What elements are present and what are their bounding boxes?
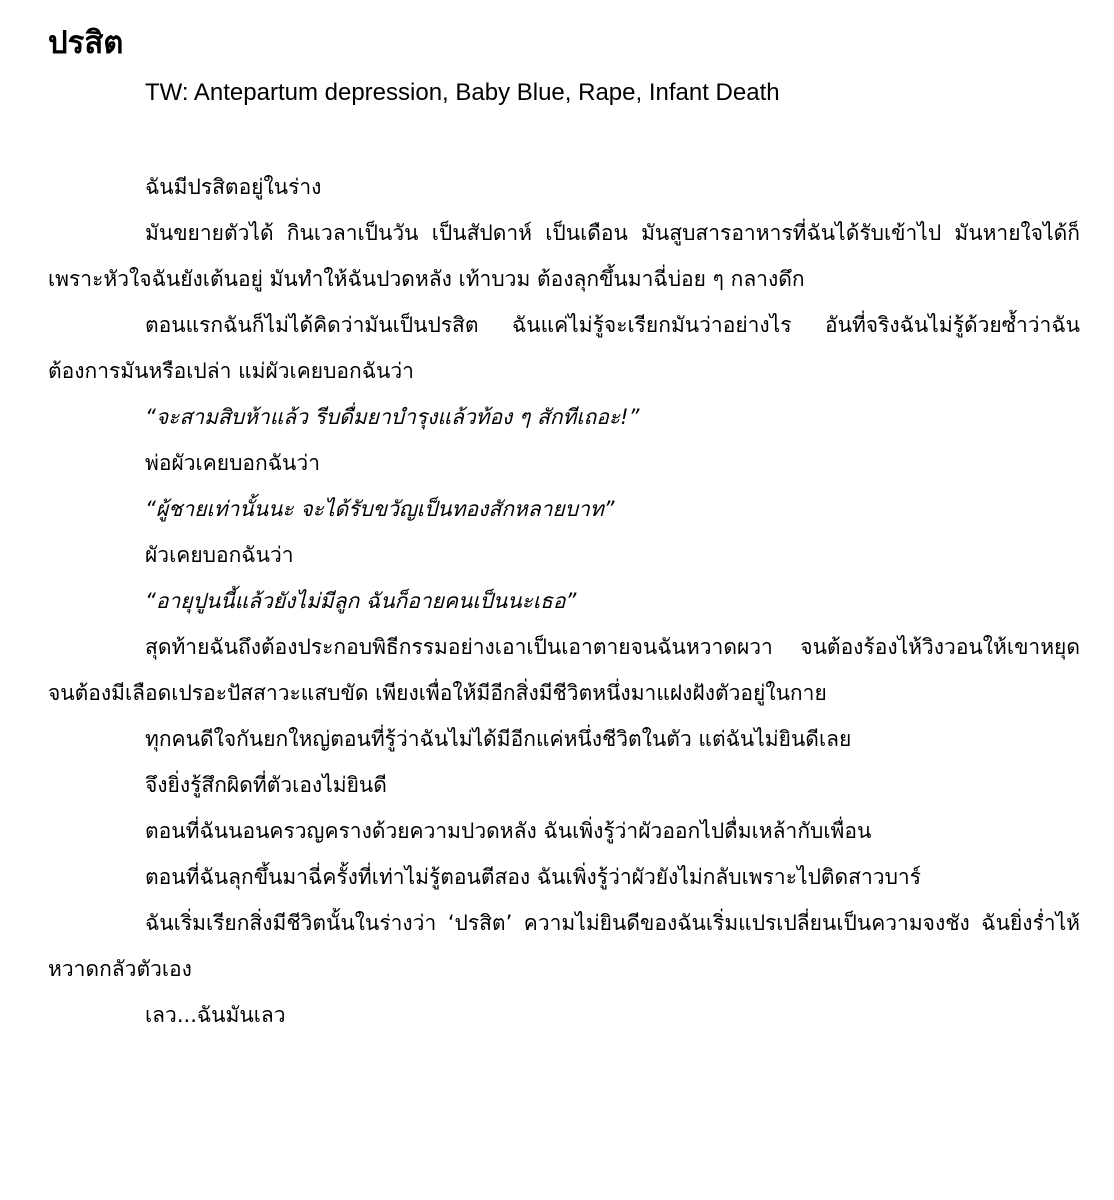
trigger-warning: TW: Antepartum depression, Baby Blue, Rape, Infant Death xyxy=(145,79,780,106)
paragraph: ฉันเริ่มเรียกสิ่งมีชีวิตนั้นในร่างว่า ‘ปรสิต’ ความไม่ยินดีของฉันเริ่มแปรเปลี่ยนเป็นความจงชัง ฉันยิ่งร่ำไห้หวาดกลัวตัวเอง xyxy=(48,911,1080,981)
document-title: ปรสิต xyxy=(48,25,124,61)
quote-line: “จะสามสิบห้าแล้ว รีบดื่มยาบำรุงแล้วท้อง ๆ สักทีเถอะ!” xyxy=(145,405,640,429)
story-body xyxy=(48,164,1080,1038)
paragraph: พ่อผัวเคยบอกฉันว่า xyxy=(145,451,320,475)
document-page xyxy=(48,20,1080,1038)
quote-line: “ผู้ชายเท่านั้นนะ จะได้รับขวัญเป็นทองสักหลายบาท” xyxy=(145,497,615,521)
paragraph: ฉันมีปรสิตอยู่ในร่าง xyxy=(145,175,322,199)
paragraph: ตอนแรกฉันก็ไม่ได้คิดว่ามันเป็นปรสิต ฉันแค่ไม่รู้จะเรียกมันว่าอย่างไร อันที่จริงฉันไม่รู้ด้วยซ้ำว่าฉันต้องการมันหรือเปล่า แม่ผัวเคยบอกฉันว่า xyxy=(48,313,1080,383)
paragraph: มันขยายตัวได้ กินเวลาเป็นวัน เป็นสัปดาห์ เป็นเดือน มันสูบสารอาหารที่ฉันได้รับเข้าไป มันหายใจได้ก็เพราะหัวใจฉันยังเต้นอยู่ มันทำให้ฉันปวดหลัง เท้าบวม ต้องลุกขึ้นมาฉี่บ่อย ๆ กลางดึก xyxy=(48,221,1080,291)
paragraph: จึงยิ่งรู้สึกผิดที่ตัวเองไม่ยินดี xyxy=(145,773,387,797)
paragraph: ตอนที่ฉันนอนครวญครางด้วยความปวดหลัง ฉันเพิ่งรู้ว่าผัวออกไปดื่มเหล้ากับเพื่อน xyxy=(145,819,872,843)
paragraph: ผัวเคยบอกฉันว่า xyxy=(145,543,294,567)
paragraph: ตอนที่ฉันลุกขึ้นมาฉี่ครั้งที่เท่าไม่รู้ตอนตีสอง ฉันเพิ่งรู้ว่าผัวยังไม่กลับเพราะไปติดสาวบาร์ xyxy=(145,865,921,889)
quote-line: “อายุปูนนี้แล้วยังไม่มีลูก ฉันก็อายคนเป็นนะเธอ” xyxy=(145,589,577,613)
paragraph: ทุกคนดีใจกันยกใหญ่ตอนที่รู้ว่าฉันไม่ได้มีอีกแค่หนึ่งชีวิตในตัว แต่ฉันไม่ยินดีเลย xyxy=(145,727,852,751)
paragraph: สุดท้ายฉันถึงต้องประกอบพิธีกรรมอย่างเอาเป็นเอาตายจนฉันหวาดผวา จนต้องร้องไห้วิงวอนให้เขาหยุด จนต้องมีเลือดเปรอะปัสสาวะแสบขัด เพียงเพื่อให้มีอีกสิ่งมีชีวิตหนึ่งมาแฝงฝังตัวอยู่ในกาย xyxy=(48,635,1080,705)
paragraph: เลว...ฉันมันเลว xyxy=(145,1003,286,1027)
